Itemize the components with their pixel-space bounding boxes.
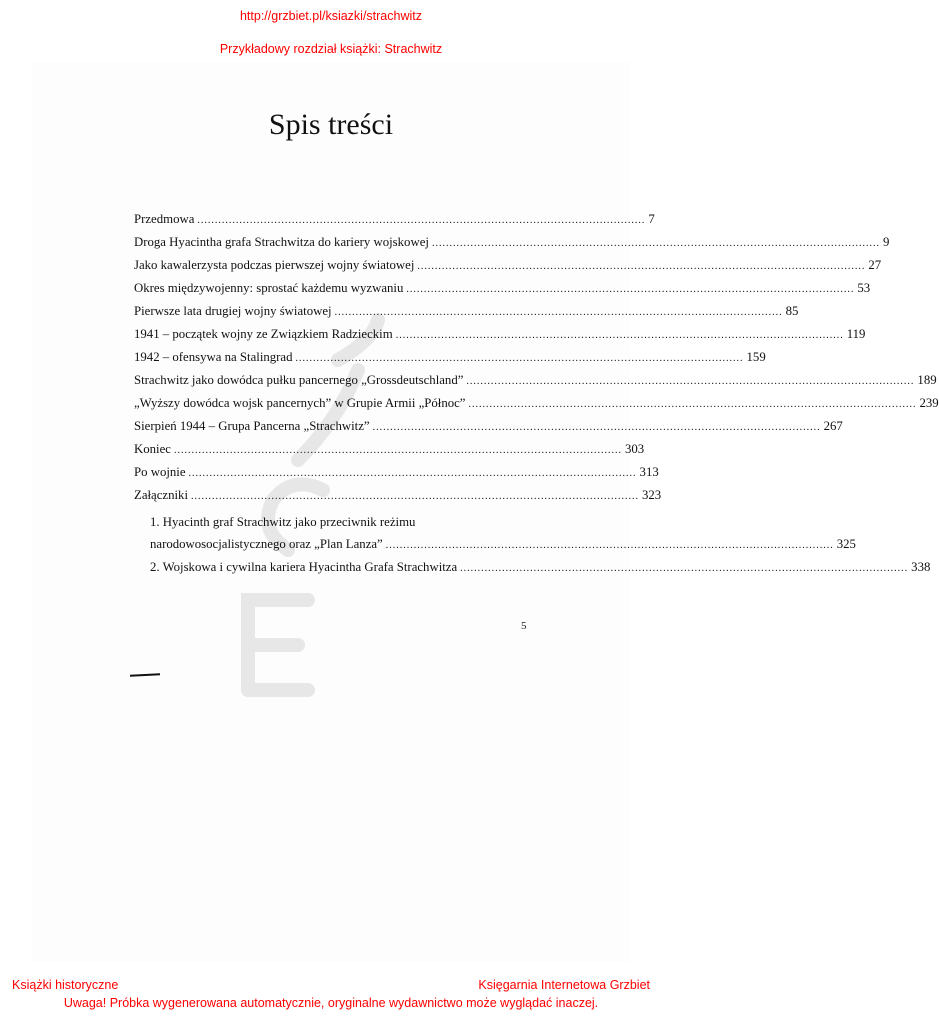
toc-entry[interactable]: [134, 300, 799, 322]
toc-entry[interactable]: [134, 231, 890, 253]
toc-entry[interactable]: [134, 369, 937, 391]
footer-category-link[interactable]: Książki historyczne: [12, 978, 119, 992]
leader-dots: ................................................................................................................................: [334, 307, 783, 318]
toc-entry[interactable]: [134, 461, 659, 483]
toc-entry-title: Droga Hyacintha grafa Strachwitza do kariery wojskowej: [134, 235, 429, 249]
toc-entry-page: 7: [648, 212, 655, 226]
toc-entry-title: Jako kawalerzysta podczas pierwszej wojny światowej: [134, 258, 415, 272]
footer-disclaimer: Uwaga! Próbka wygenerowana automatycznie, oryginalne wydawnictwo może wyglądać inaczej.: [63, 996, 599, 1010]
toc-entry-title: „Wyższy dowódca wojsk pancernych” w Grupie Armii „Północ”: [134, 396, 466, 410]
page-number: 5: [521, 620, 527, 632]
toc-entry[interactable]: [134, 415, 843, 437]
toc-entry[interactable]: [134, 484, 662, 506]
leader-dots: ................................................................................................................................: [191, 491, 639, 502]
leader-dots: ................................................................................................................................: [417, 261, 866, 272]
footer-shop-link[interactable]: Księgarnia Internetowa Grzbiet: [478, 978, 650, 992]
toc-entry-page: 323: [642, 488, 662, 502]
toc-entry[interactable]: [134, 208, 655, 230]
toc-entry[interactable]: [134, 254, 882, 276]
toc-entry[interactable]: [134, 323, 866, 345]
toc-entry-page: 303: [624, 442, 645, 456]
toc-entry-title: Sierpień 1944 – Grupa Pancerna „Strachwitz”: [134, 419, 370, 433]
toc-entry[interactable]: [134, 392, 939, 414]
toc-entry-title: 1941 – początek wojny ze Związkiem Radzieckim: [134, 327, 393, 341]
toc-entry-page: 189: [917, 373, 937, 387]
toc-entry[interactable]: [134, 277, 871, 299]
appendix-entry[interactable]: [150, 533, 856, 555]
appendix-entry-line1[interactable]: 1. Hyacinth graf Strachwitz jako przeciwnik reżimu: [150, 515, 416, 529]
toc-entry-title: Pierwsze lata drugiej wojny światowej: [134, 304, 332, 318]
appendix-entry-page: 325: [836, 537, 856, 551]
source-url[interactable]: http://grzbiet.pl/ksiazki/strachwitz: [239, 9, 422, 23]
toc-entry-page: 27: [868, 258, 882, 272]
sample-chapter-note: Przykładowy rozdział książki: Strachwitz: [219, 42, 443, 56]
toc-entry-title: Okres międzywojenny: sprostać każdemu wyzwaniu: [134, 281, 404, 295]
appendix-entry[interactable]: [150, 556, 931, 578]
toc-entry-page: 119: [846, 327, 866, 341]
leader-dots: ................................................................................................................................: [468, 399, 917, 410]
leader-dots: ................................................................................................................................: [173, 445, 622, 456]
toc-entry-title: Strachwitz jako dowódca pułku pancernego „Grossdeutschland”: [134, 373, 464, 387]
leader-dots: ................................................................................................................................: [466, 376, 915, 387]
leader-dots: ................................................................................................................................: [406, 284, 855, 295]
leader-dots: ................................................................................................................................: [188, 468, 637, 479]
appendix-entry-title: 2. Wojskowa i cywilna kariera Hyacintha Grafa Strachwitza: [150, 560, 458, 574]
leader-dots: ................................................................................................................................: [295, 353, 744, 364]
toc-entry-page: 85: [785, 304, 799, 318]
page-title: Spis treści: [268, 108, 394, 141]
toc-entry-page: 267: [823, 419, 843, 433]
leader-dots: ................................................................................................................................: [385, 540, 834, 551]
toc-entry-page: 9: [882, 235, 890, 249]
toc-entry-title: Przedmowa: [134, 212, 195, 226]
toc-entry-page: 53: [857, 281, 871, 295]
leader-dots: ................................................................................................................................: [197, 215, 646, 226]
toc-entry-title: 1942 – ofensywa na Stalingrad: [134, 350, 293, 364]
leader-dots: ................................................................................................................................: [395, 330, 844, 341]
leader-dots: ................................................................................................................................: [460, 563, 909, 574]
appendix-entry-title: narodowosocjalistycznego oraz „Plan Lanza”: [150, 537, 383, 551]
toc-entry-title: Po wojnie: [134, 465, 186, 479]
toc-entry-page: 239: [919, 396, 939, 410]
toc-entry-title: Koniec: [134, 442, 171, 456]
toc-entry-title: Załączniki: [134, 488, 188, 502]
toc-entry-page: 159: [746, 350, 766, 364]
toc-entry[interactable]: [134, 438, 645, 460]
leader-dots: ................................................................................................................................: [431, 238, 880, 249]
leader-dots: ................................................................................................................................: [372, 422, 821, 433]
toc-entry-page: 313: [639, 465, 659, 479]
appendix-entry-page: 338: [911, 560, 931, 574]
toc-entry[interactable]: [134, 346, 766, 368]
